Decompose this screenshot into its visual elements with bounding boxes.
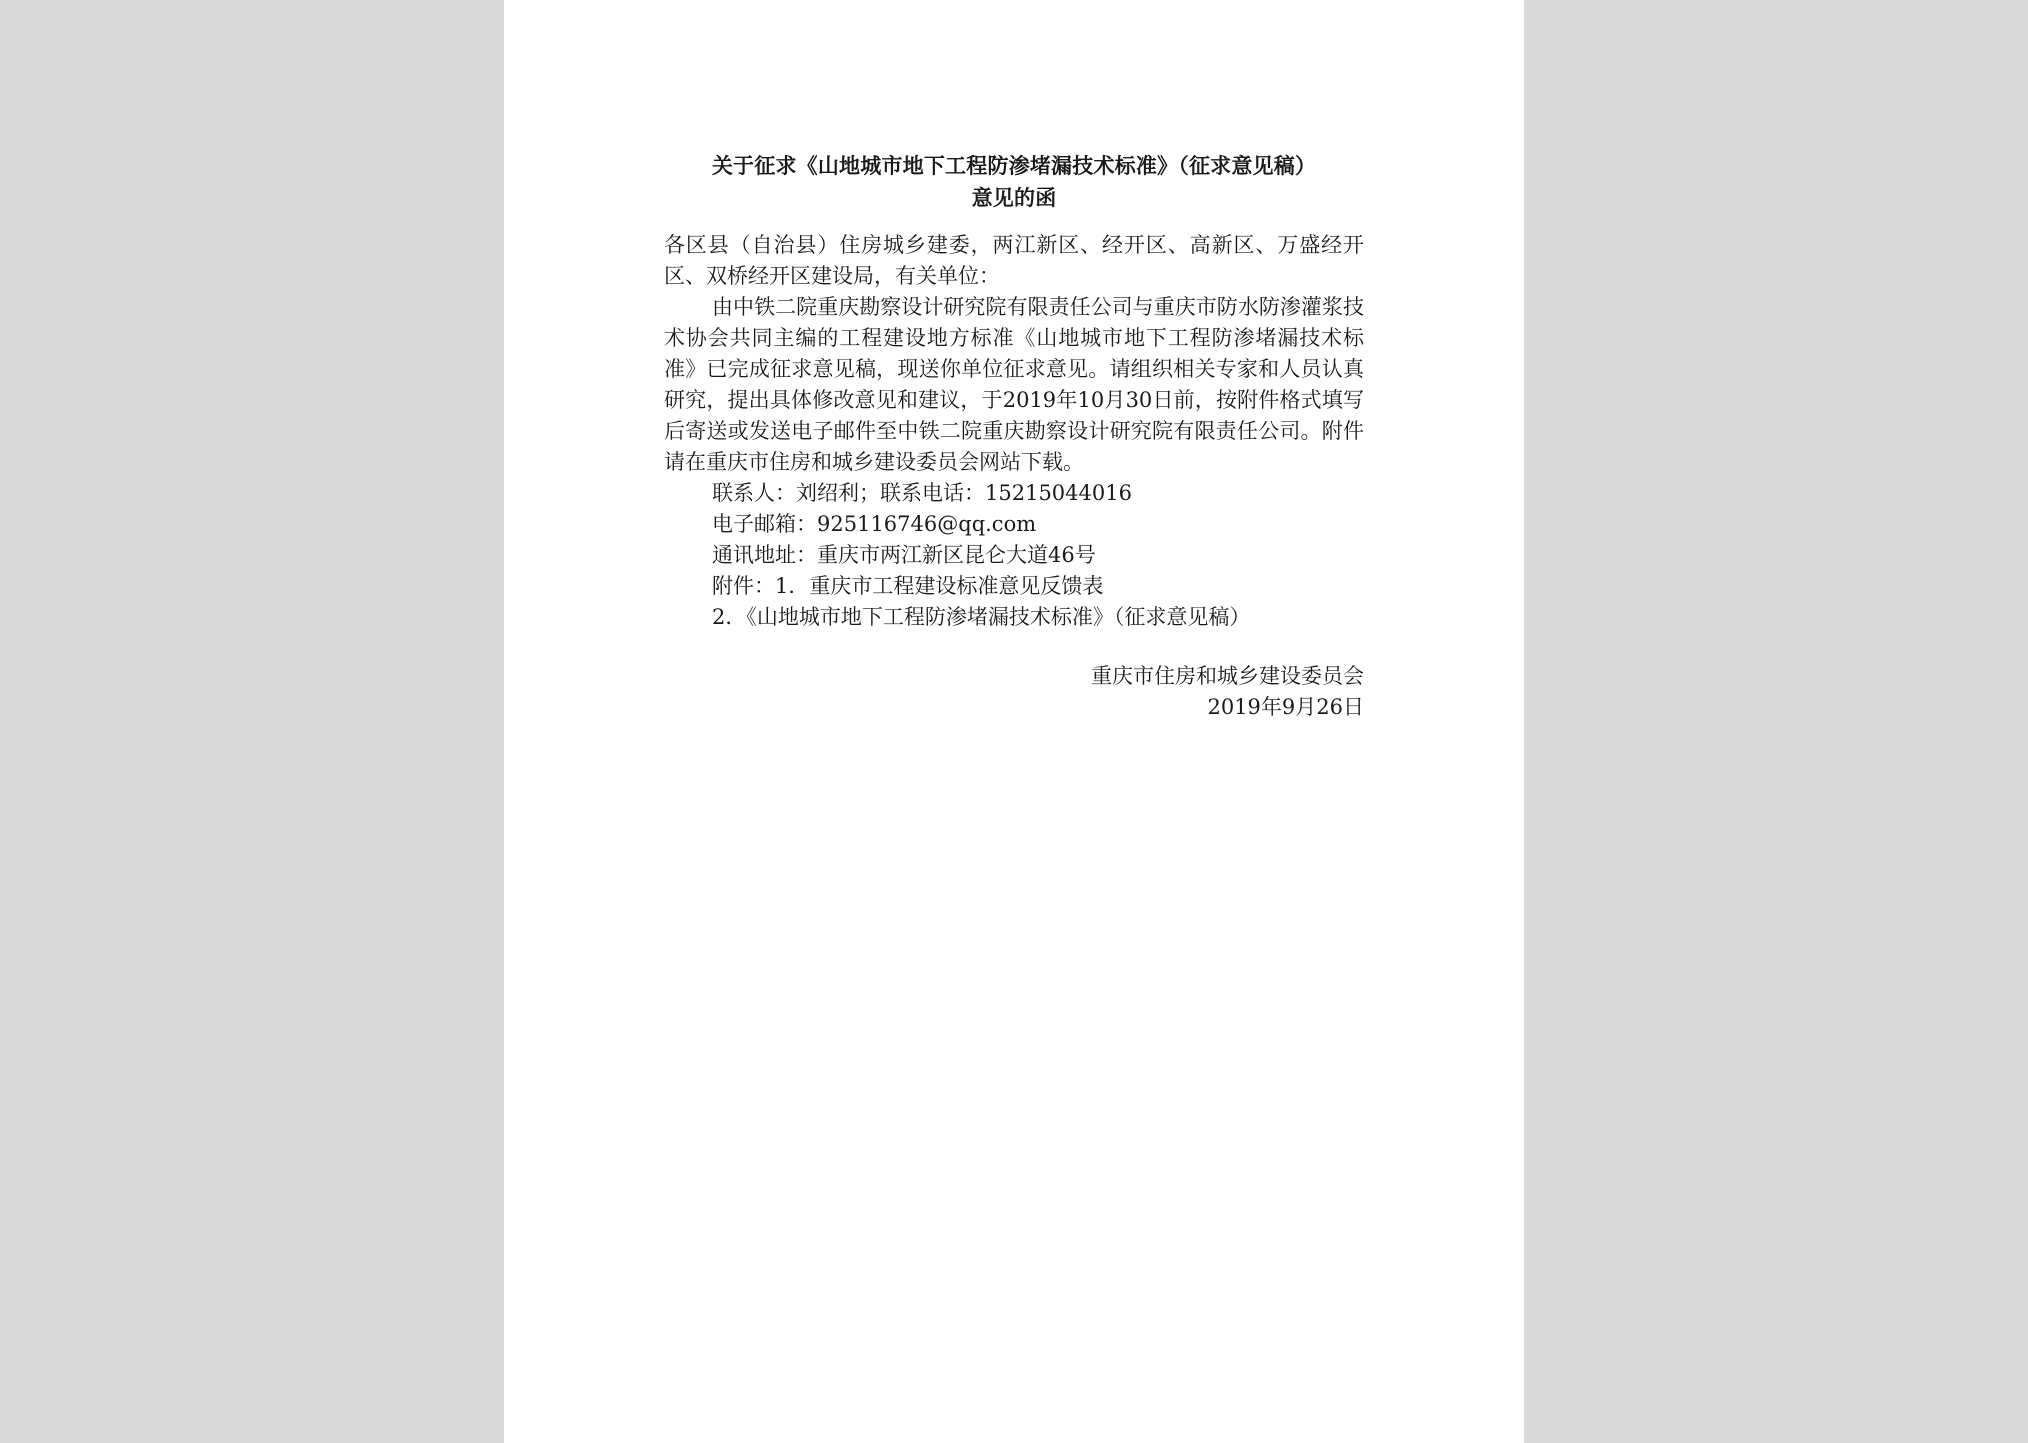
attachment-2: 2．《山地城市地下工程防渗堵漏技术标准》（征求意见稿） bbox=[712, 605, 1251, 629]
issue-date: 2019年9月26日 bbox=[1207, 695, 1364, 719]
contact-line: 联系人：刘绍利；联系电话：15215044016 bbox=[712, 481, 1132, 505]
attachment-1: 附件：1．重庆市工程建设标准意见反馈表 bbox=[712, 574, 1104, 598]
document-title bbox=[664, 150, 1364, 214]
address-line: 通讯地址：重庆市两江新区昆仑大道46号 bbox=[712, 543, 1096, 567]
body-paragraph: 由中铁二院重庆勘察设计研究院有限责任公司与重庆市防水防渗灌浆技术协会共同主编的工程建设地方标准《山地城市地下工程防渗堵漏技术标准》已完成征求意见稿，现送你单位征求意见。请组织相关专家和人员认真研究，提出具体修改意见和建议，于2019年10月30日前，按附件格式填写后寄送或发送电子邮件至中铁二院重庆勘察设计研究院有限责任公司。附件请在重庆市住房和城乡建设委员会网站下载。 bbox=[664, 295, 1364, 474]
addressee: 各区县（自治县）住房城乡建委，两江新区、经开区、高新区、万盛经开区、双桥经开区建设局，有关单位： bbox=[664, 233, 1364, 288]
title-line-1: 关于征求《山地城市地下工程防渗堵漏技术标准》（征求意见稿） bbox=[711, 154, 1317, 178]
issuer: 重庆市住房和城乡建设委员会 bbox=[1091, 664, 1364, 688]
title-line-2: 意见的函 bbox=[971, 186, 1057, 210]
signature-block bbox=[664, 661, 1364, 723]
email-line: 电子邮箱：925116746@qq.com bbox=[712, 512, 1037, 536]
document-content bbox=[664, 150, 1364, 723]
document-page bbox=[504, 0, 1524, 1443]
